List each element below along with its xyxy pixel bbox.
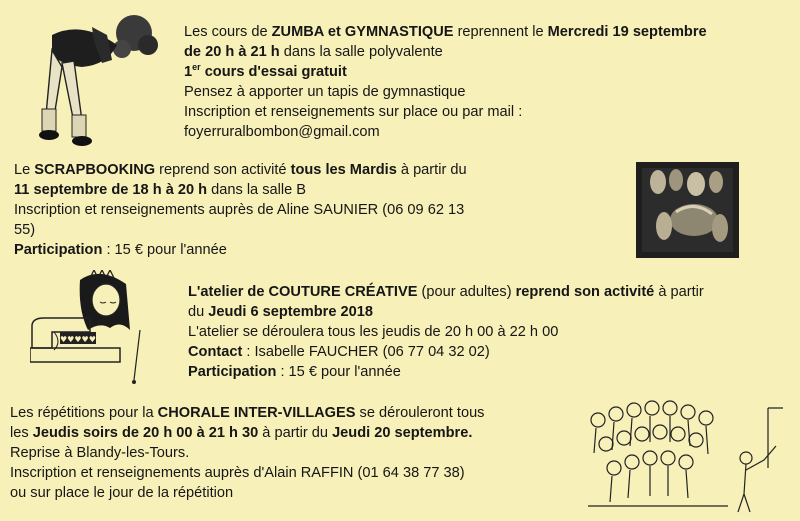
couture-announcement	[188, 282, 704, 382]
zumba-line-5: Inscription et renseignements sur place ou par mail :	[184, 104, 523, 120]
chorale-line-1: Les répétitions pour la CHORALE INTER-VILLAGES se dérouleront tous	[10, 405, 485, 421]
scrapbooking-announcement	[14, 160, 467, 260]
couture-line-5: Participation : 15 € pour l'année	[188, 364, 401, 380]
scrap-line-2: 11 septembre de 18 h à 20 h dans la salle B	[14, 182, 307, 198]
zumba-line-1: Les cours de ZUMBA et GYMNASTIQUE reprennent le Mercredi 19 septembre	[184, 24, 707, 40]
chorale-line-2: les Jeudis soirs de 20 h 00 à 21 h 30 à partir du Jeudi 20 septembre.	[10, 425, 473, 441]
chorale-announcement	[10, 403, 484, 503]
scrap-line-1: Le SCRAPBOOKING reprend son activité tous les Mardis à partir du	[14, 162, 467, 178]
sewing-girl-illustration	[30, 270, 180, 390]
zumba-line-3: 1er cours d'essai gratuit	[184, 62, 347, 80]
gymnast-illustration	[22, 5, 172, 155]
zumba-line-2: de 20 h à 21 h dans la salle polyvalente	[184, 44, 443, 60]
chorale-line-4: Inscription et renseignements auprès d'Alain RAFFIN (01 64 38 77 38)	[10, 465, 465, 481]
scrap-line-3: Inscription et renseignements auprès de Aline SAUNIER (06 09 62 13	[14, 202, 465, 218]
zumba-line-4: Pensez à apporter un tapis de gymnastique	[184, 84, 466, 100]
chorale-line-5: ou sur place le jour de la répétition	[10, 485, 234, 501]
svg-text:♥♥♥♥♥: ♥♥♥♥♥	[60, 335, 96, 344]
choir-illustration	[578, 398, 788, 516]
zumba-announcement	[184, 22, 707, 142]
scrap-line-5: Participation : 15 € pour l'année	[14, 242, 227, 258]
couture-line-2: du Jeudi 6 septembre 2018	[188, 304, 373, 320]
scrapbook-photo	[636, 162, 739, 258]
couture-line-1: L'atelier de COUTURE CRÉATIVE (pour adultes) reprend son activité à partir	[188, 284, 704, 300]
couture-line-4: Contact : Isabelle FAUCHER (06 77 04 32 02)	[188, 344, 490, 360]
zumba-email: foyerruralbombon@gmail.com	[184, 124, 380, 140]
couture-line-3: L'atelier se déroulera tous les jeudis de 20 h 00 à 22 h 00	[188, 324, 559, 340]
chorale-line-3: Reprise à Blandy-les-Tours.	[10, 445, 190, 461]
scrap-line-4: 55)	[14, 222, 36, 238]
